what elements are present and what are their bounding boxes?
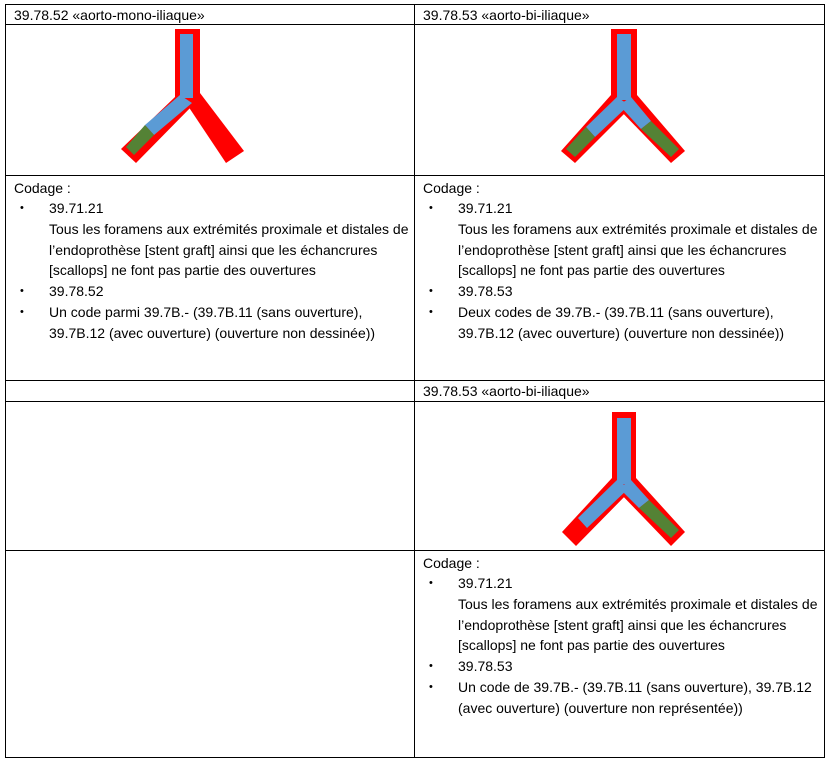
cell-header-bi (415, 5, 824, 24)
aorto-mono-iliac-graft-diagram (6, 25, 414, 175)
cell-diagram-mono (6, 25, 414, 175)
code-text: Deux codes de 39.7B.- (39.7B.11 (sans ouverture), 39.7B.12 (avec ouverture) (ouverture non dessinée)) (458, 303, 785, 341)
coding-title: Codage : (14, 180, 71, 196)
bullet: • (429, 680, 433, 693)
bullet: • (20, 202, 24, 214)
list-item (6, 302, 414, 344)
cell-header-bi-2 (415, 381, 824, 401)
header-bi-label: 39.78.53 «aorto-bi-iliaque» (423, 7, 590, 23)
graft-main-body (145, 34, 193, 135)
code-text: 39.71.21 (458, 200, 513, 216)
coding-title: Codage : (423, 180, 480, 196)
bullet: • (429, 285, 433, 298)
coding-title: Codage : (423, 555, 480, 571)
bullet: • (20, 285, 24, 298)
aorto-bi-iliac-graft-diagram-variant (415, 402, 824, 550)
list-item (415, 656, 824, 677)
list-item (6, 281, 414, 302)
cell-header-mono (6, 5, 414, 24)
code-text: 39.78.53 (458, 658, 513, 675)
code-note: Tous les foramens aux extrémités proximale et distales de l’endoprothèse [stent graft] ainsi que les échancrures [scallops] ne font pas partie des ouvertures (49, 220, 409, 279)
code-note: Tous les foramens aux extrémités proximale et distales de l’endoprothèse [stent graft] ainsi que les échancrures [scallops] ne font pas partie des ouvertures (458, 595, 818, 654)
header-mono-label: 39.78.52 «aorto-mono-iliaque» (14, 7, 205, 23)
bullet: • (20, 305, 24, 318)
list-item (6, 198, 414, 281)
aorto-bi-iliac-graft-diagram (415, 25, 824, 175)
list-item (415, 677, 824, 719)
document-table (5, 4, 825, 758)
code-text: 39.78.53 (458, 283, 513, 300)
cell-diagram-bi-2 (415, 402, 824, 550)
graft-main-body (586, 34, 651, 137)
cell-coding-bi-2 (415, 551, 824, 757)
bullet: • (429, 305, 433, 318)
coding-list (415, 573, 824, 719)
code-text: Un code parmi 39.7B.- (39.7B.11 (sans ouverture), 39.7B.12 (avec ouverture) (ouverture non dessinée)) (49, 303, 376, 341)
code-note: Tous les foramens aux extrémités proximale et distales de l’endoprothèse [stent graft] ainsi que les échancrures [scallops] ne font pas partie des ouvertures (458, 220, 818, 279)
graft-trunk (617, 418, 631, 484)
cell-diagram-bi (415, 25, 824, 175)
list-item (415, 573, 824, 656)
coding-list (6, 198, 414, 344)
list-item (415, 198, 824, 281)
code-text: 39.71.21 (49, 200, 104, 216)
list-item (415, 281, 824, 302)
table-rule (5, 757, 825, 758)
graft-trunk (180, 34, 193, 98)
cell-coding-mono (6, 176, 414, 380)
graft-trunk (617, 34, 631, 100)
table-rule (824, 4, 825, 758)
bullet: • (429, 660, 433, 673)
coding-list (415, 198, 824, 344)
cell-coding-bi (415, 176, 824, 380)
code-text: 39.78.52 (49, 283, 104, 300)
bullet: • (429, 202, 433, 214)
header-bi-label: 39.78.53 «aorto-bi-iliaque» (423, 383, 590, 399)
bullet: • (429, 577, 433, 589)
code-text: 39.71.21 (458, 575, 513, 591)
list-item (415, 302, 824, 344)
code-text: Un code de 39.7B.- (39.7B.11 (sans ouverture), 39.7B.12 (avec ouverture) (ouverture non représentée)) (458, 678, 812, 716)
